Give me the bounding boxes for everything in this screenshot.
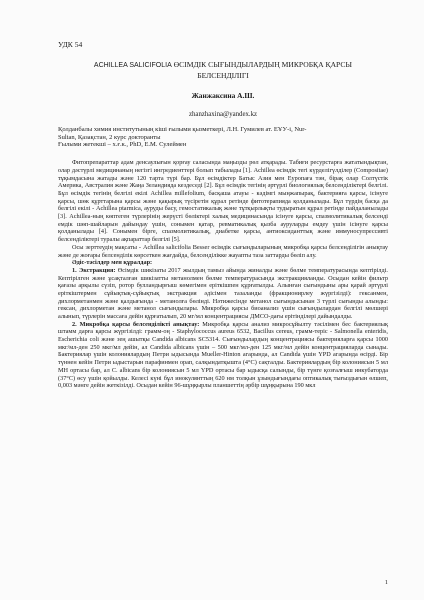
title-line1-rest: ӨСІМДІК СЫҒЫНДЫЛАРДЫҢ МИКРОБҚА ҚАРСЫ xyxy=(171,60,353,70)
author-name: Жанжаксина А.Ш. xyxy=(191,90,255,100)
section-heading: Әдіс-тәсілдер мен құралдар: xyxy=(72,259,153,267)
article-body xyxy=(58,159,388,390)
title-latin-name: ACHILLEA SALICIFOLIA xyxy=(93,62,172,70)
intro-paragraph: Фитопрепараттар адам денсаулығын қорғау саласында маңызды рөл атқарады. Табиғи ресурстарға жататындықтан, олар дәстүрлі медицинаның негізгі ингредиенттері болып табылады [1]. Achillea өсімдік тегі күрделігүлділер (Compositae) тұқымдасына жатады және 120 тарта түрі бар. Бұл өсімдіктер Батыс Азия мен Еуропаға тән, бірақ олар Солтүстік Америка, Австралия және Жаңа Зеландияда кездеседі [2]. Бұл өсімдік тегінің әртүрлі биологиялық белсенділіктері белгілі. Бұл өсімдік тегінің белгілі екілі Achillea millefolium, басқаша атауы - кәдімгі мыңжапырақ, бактерияға қарсы, ісінуге қарсы, шөк құрттарына қарсы және қақырық түсіретін құрал ретінде фитотерапияда қолданылады. Бұл түрдің басқа да белгілі екілі - Achillea ptarmica, ауруды басу, гемостатикалық және тұтқырлықты тудыратын құрал ретінде пайдаланылады [3]. Achillea-ның көптеген түрлерінің жерүсті бөліктері халық медицинасында ісінуге қарсы, спазмолитикалық белсенді емдік шөп-шайларын дайындау үшін, сонымен қатар, ревматикалық қызба ауруларды емдеу үшін ісінуге қарсы қолданылады [4]. Сонымен бірге, спазмолитикалық, диабетке қарсы, антиоксиданттық және иммуносупрессивті белсенділіктері туралы ақпараттар белгілі [5]. xyxy=(58,159,388,244)
method-paragraph xyxy=(58,321,388,390)
method-lead: 2. Микробқа қарсы белсенділікті анықтау: xyxy=(72,320,200,328)
affiliation-block xyxy=(58,126,388,149)
supervisor-line: Ғылыми жетекші – х.ғ.к., PhD, Е.М. Сулеймен xyxy=(58,141,187,149)
paper-title xyxy=(58,60,388,80)
affiliation-line: Қолданбалы химия институтының кіші ғылыми қызметкері, Л.Н. Гумилев ат. ЕҰУ-і, Nur- xyxy=(58,125,307,133)
method-text: Өсімдік шикізаты 2017 жылдың тамыз айында жиналды және бөлме температурасында кептірілді. Кептірілген және ұсақталған шикізатты метанолмен бөлме температурасында экстракцияланды. Осыдан кейін фильтр қағазы арқылы сүзіп, ротор булландырғыш көмегімен еріткішпен құрғатылды. Алынған сығындыны ары қарай әртүрлі еріткіштермен сұйықтық-сұйықтық экстракция әдісімен тазаланды (фракционирлеу жүргізілді): гексанмен, дихлорметанмен және қалдығында - метанолға бөлінді. Нәтижесінде метанол сығындысынан 3 түрлі сығынды алынды: гексан, дихлорметан және метанол сығындылары. Микробқа қарсы биоанализ үшін сығындылардан белгілі мөлшері алынып, түрлерін массаға дейін құрғатылып, 20 мг/мл концентрациясы ДМСО-дағы ерітінділері дайындалды. xyxy=(58,266,388,321)
title-line2: БЕЛСЕНДІЛІГІ xyxy=(197,70,249,80)
method-lead: 1. Экстракция: xyxy=(72,266,116,274)
method-text: Микробқа қарсы анализ микросұйылту тәсілімен бес бактериялық штамм дарға қарсы жүргізілді: грамм-оң - Staphylococcus aureus 6532, Bacillus cereus, грамм-теріс - Salmonella enteridis, Escherichia coli және зең ашытқы Candida albicans SC5314. Сығындылардың концентрациясы бактерияларға қарсы 1000 мкг/мл-ден 250 мкг/мл дейін, ал Candida albicans үшін – 500 мкг/мл-ден 125 мкг/мл дейін концентрацияларда сынады. Бактериялар үшін колониялардың Петри ыдысында Mueller-Hinton агарында, ал Candida үшін YPD агарында өсірді. Бір түннен кейін Петри ыдыстарын парафинмен орап, салқындатқышта (4°С) сақталды. Бактериялардың бір колониясын 5 мл МН ортасы бар, ал С. albicans бір колониясын 5 мл YPD ортасы бар ыдысқа салынды, бір түнге қозғалғыш инкубаторда (37°С) өсу үшін қойылды. Келесі күні бұл инокулянттың 620 нм толқын ұзындығындағы оптикалық тығыздығын өлшеп, 0,003 мәнге дейін жеткізілді. Осыдан кейін 96-шұңқырлы планшеттің әрбір шұңқырына 190 мкл xyxy=(58,320,388,390)
page-number: 1 xyxy=(384,579,388,586)
method-paragraph xyxy=(58,267,388,321)
udk-code: УДК 54 xyxy=(58,40,83,49)
author-email: zhanzhaxina@yandex.kz xyxy=(189,110,257,118)
aim-paragraph: Осы зерттеудің мақсаты - Achillea salicifolia Besser өсімдік сығындыларының микробқа қарсы белсенділігін анықтау және де жоғары белсенділік көрсеткен жағдайда, белсенділікке жауапты таза заттарды бөліп алу. xyxy=(58,243,388,259)
affiliation-line: Sultan, Қазақстан, 2 курс докторанты xyxy=(58,133,161,141)
